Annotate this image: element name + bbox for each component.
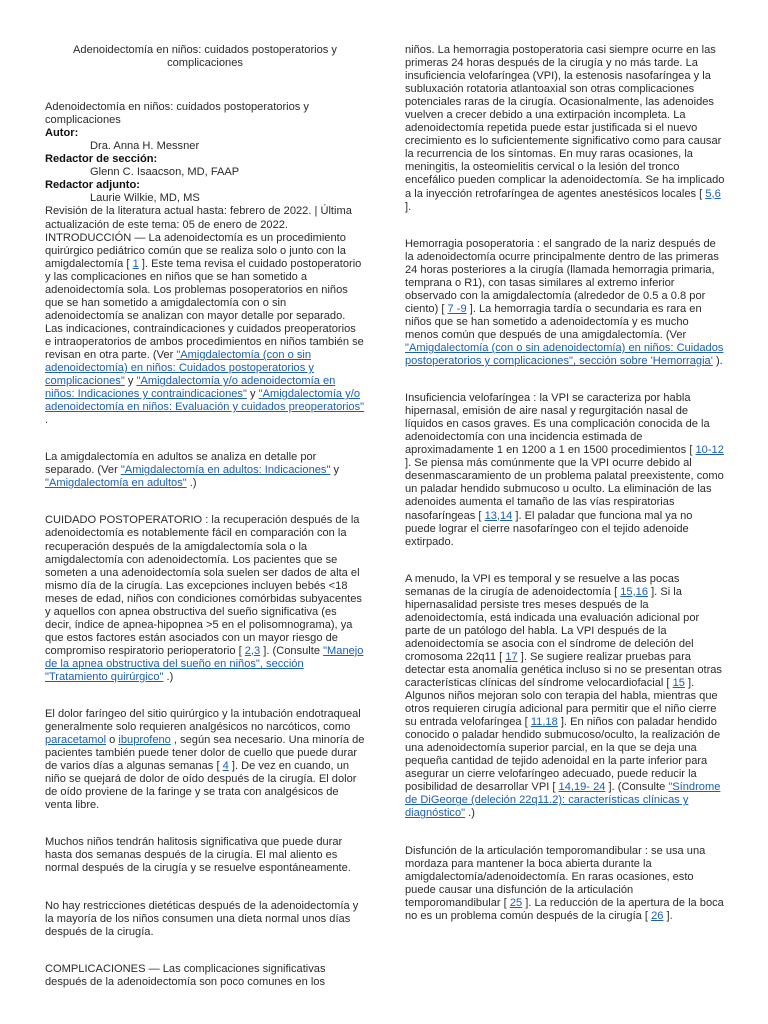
complications-paragraph-cont: niños. La hemorragia postoperatoria casi siempre ocurre en las primeras 24 horas después de la cirugía y no más tarde. La insuficiencia velofaríngea (VPI), la estenosis nasofaríngea y la subluxación rotatoria atlantoaxial son otras complicaciones potenciales raras de la cirugía. Ocasionalmente, las adenoides vuelven a crecer debido a una extirpación incompleta. La adenoidectomía repetida puede estar justificada si el nuevo crecimiento es lo suficientemente significativo como para causar la recurrencia de los síntomas. En muy raras ocasiones, la meningitis, la osteomielitis cervical o la lesión del tronco encefálico pueden complicar la adenoidectomía. Se ha implicado a la inyección retrofaríngea de agentes anestésicos locales [ 5,6 ]. bbox=[405, 44, 725, 213]
topic-link[interactable]: "Amigdalectomía (con o sin adenoidectomía) en niños: Cuidados postoperatorios y complicaciones" bbox=[45, 348, 314, 388]
complications-paragraph-start: COMPLICACIONES — Las complicaciones significativas después de la adenoidectomía son poco comunes en los bbox=[45, 962, 326, 988]
tmj-paragraph: Disfunción de la articulación temporomandibular : se usa una mordaza para mantener la boca abierta durante la amigdalectomía/adenoidectomía. En raras ocasiones, esto puede causar una disfunción de la articulación temporomandibular [ 25 ]. La reducción de la apertura de la boca no es un problema común después de la cirugía [ 26 ]. bbox=[405, 844, 724, 922]
reference-link[interactable]: 5,6 bbox=[705, 187, 721, 200]
intro-heading: INTRODUCCIÓN bbox=[45, 231, 132, 244]
author-label: Autor: bbox=[45, 127, 79, 140]
topic-link[interactable]: "Síndrome de DiGeorge (deleción 22q11.2): características clínicas y diagnóstico" bbox=[405, 781, 721, 820]
vpi-heading: Insuficiencia velofaríngea bbox=[405, 392, 531, 405]
reference-link[interactable]: 1 bbox=[132, 257, 139, 270]
review-date-text: Revisión de la literatura actual hasta: febrero de 2022. | Última actualización de este tema: 05 de enero de 2022. bbox=[45, 205, 352, 231]
complications-heading: COMPLICACIONES bbox=[45, 962, 146, 975]
page-title: Adenoidectomía en niños: cuidados postoperatorios y complicaciones bbox=[73, 44, 337, 70]
hemorrhage-heading: Hemorragia posoperatoria bbox=[405, 237, 534, 250]
topic-link[interactable]: "Manejo de la apnea obstructiva del sueño en niños", sección "Tratamiento quirúrgico" bbox=[45, 644, 364, 683]
postop-heading: CUIDADO POSTOPERATORIO bbox=[45, 514, 203, 527]
reference-link[interactable]: 14,19- 24 bbox=[558, 781, 606, 794]
vpi-paragraph: Insuficiencia velofaríngea : la VPI se caracteriza por habla hipernasal, emisión de aire nasal y regurgitación nasal de líquidos en casos graves. Es una complicación conocida de la adenoidectomía con una incidencia estimada de aproximadamente 1 en 1200 a 1 en 1500 procedimientos [ 10-12 ]. Se piensa más comúnmente que la VPI ocurre debido al desenmascaramiento de un problema palatal preexistente, como un paladar hendido submucoso u oculto. La eliminación de las adenoides aumenta el tamaño de las vías respiratorias nasofaríngeas [ 13,14 ]. El paladar que funciona mal ya no puede lograr el cierre nasofaríngeo con el tejido adenoide extirpado. bbox=[405, 392, 724, 548]
pain-paragraph: El dolor faríngeo del sitio quirúrgico y la intubación endotraqueal generalmente solo requieren analgésicos no narcóticos, como paracetamol o ibuprofeno , según sea necesario. Una minoría de pacientes también puede tener dolor de cuello que puede durar de varios días a algunas semanas [ 4 ]. De vez en cuando, un niño se quejará de dolor de oído después de la cirugía. El dolor de oído proviene de la faringe y se trata con analgésicos de venta libre. bbox=[45, 708, 365, 812]
deputy-editor-label: Redactor adjunto: bbox=[45, 179, 140, 192]
reference-link[interactable]: 4 bbox=[222, 760, 229, 773]
left-column bbox=[45, 0, 365, 989]
topic-link[interactable]: "Amigdalectomía y/o adenoidectomía en niños: Indicaciones y contraindicaciones" bbox=[45, 375, 336, 401]
halitosis-paragraph: Muchos niños tendrán halitosis significativa que puede durar hasta dos semanas después de la cirugía. El mal aliento es normal después de la cirugía y se resuelve espontáneamente. bbox=[45, 836, 351, 875]
reference-link[interactable]: 2,3 bbox=[244, 644, 261, 657]
topic-link[interactable]: "Amigdalectomía en adultos" bbox=[45, 477, 187, 490]
intro-paragraph: INTRODUCCIÓN — La adenoidectomía es un procedimiento quirúrgico pediátrico común que se realiza solo o junto con la amigdalectomía [ 1 ]. Este tema revisa el cuidado postoperatorio y las complicaciones en niños que se han sometido a adenoidectomía sola. Los problemas posoperatorios en niños que se han sometido a amigdalectomía con o sin adenoidectomía se analizan con mayor detalle por separado. Las indicaciones, contraindicaciones y cuidados preoperatorios e intraoperatorios de ambos procedimientos en niños también se revisan en otra parte. (Ver "Amigdalectomía (con o sin adenoidectomía) en niños: Cuidados postoperatorios y complicaciones" y "Amigdalectomía y/o adenoidectomía en niños: Indicaciones y contraindicaciones" y "Amigdalectomía y/o adenoidectomía en niños: Evaluación y cuidados preoperatorios" . bbox=[45, 231, 365, 427]
postop-paragraph: CUIDADO POSTOPERATORIO : la recuperación después de la adenoidectomía es notablemente fácil en comparación con la recuperación después de la amigdalectomía sola o la amigdalectomía con adenoidectomía. Los pacientes que se someten a una adenoidectomía sola suelen ser dados de alta el mismo día de la cirugía. Las excepciones incluyen bebés <18 meses de edad, niños con condiciones comórbidas subyacentes y aquellos con apnea obstructiva del sueño significativa (es decir, índice de apnea-hipopnea >5 en el polisomnograma), ya que estos factores están asociados con un mayor riesgo de compromiso respiratorio perioperatorio [ 2,3 ]. (Consulte "Manejo de la apnea obstructiva del sueño en niños", sección "Tratamiento quirúrgico" .) bbox=[45, 514, 364, 683]
vpi-followup-paragraph: A menudo, la VPI es temporal y se resuelve a las pocas semanas de la cirugía de adenoidectomía [ 15,16 ]. Si la hipernasalidad persiste tres meses después de la adenoidectomía, está indicada una evaluación adicional por parte de un patólogo del habla. La VPI después de la adenoidectomía se asocia con el síndrome de deleción del cromosoma 22q11 [ 17 ]. Se sugiere realizar pruebas para detectar esta anomalía genética incluso si no se presentan otras características clínicas del síndrome velocardiofacial [ 15 ]. Algunos niños mejoran solo con terapia del habla, mientras que otros requieren cirugía adicional para permitir que el niño cierre su entrada velofaríngea [ 11,18 ]. En niños con paladar hendido conocido o paladar hendido submucoso/oculto, la realización de una adenoidectomía superior parcial, en la que se deja una pequeña cantidad de tejido adenoidal en la parte inferior para asegurar un cierre velofaríngeo adecuado, puede reducir la posibilidad de desarrollar VPI [ 14,19- 24 ]. (Consulte "Síndrome de DiGeorge (deleción 22q11.2): características clínicas y diagnóstico" .) bbox=[405, 572, 722, 820]
reference-link[interactable]: 26 bbox=[651, 909, 664, 922]
topic-link[interactable]: "Amigdalectomía (con o sin adenoidectomía) en niños: Cuidados postoperatorios y complicaciones", sección sobre 'Hemorragia' bbox=[405, 341, 724, 368]
adults-paragraph: La amigdalectomía en adultos se analiza en detalle por separado. (Ver "Amigdalectomía en adultos: Indicaciones" y "Amigdalectomía en adultos" .) bbox=[45, 451, 340, 490]
drug-link[interactable]: paracetamol bbox=[45, 734, 107, 747]
tmj-heading: Disfunción de la articulación temporomandibular bbox=[405, 844, 642, 857]
topic-link[interactable]: "Amigdalectomía en adultos: Indicaciones" bbox=[120, 464, 331, 477]
reference-link[interactable]: 13,14 bbox=[484, 509, 513, 522]
author-name: Dra. Anna H. Messner bbox=[90, 140, 200, 153]
hemorrhage-paragraph: Hemorragia posoperatoria : el sangrado de la nariz después de la adenoidectomía ocurre principalmente dentro de las primeras 24 horas posteriores a la cirugía (llamada hemorragia primaria, temprana o R1), con tasas similares al extremo inferior observado con la amigdalectomía (alrededor de 0.5 a 0.8 por ciento) [ 7 -9 ]. La hemorragia tardía o secundaria es rara en niños que se han sometido a adenoidectomía y es mucho menos común que después de una amigdalectomía. (Ver "Amigdalectomía (con o sin adenoidectomía) en niños: Cuidados postoperatorios y complicaciones", sección sobre 'Hemorragia' ). bbox=[405, 237, 724, 368]
topic-link[interactable]: "Amigdalectomía y/o adenoidectomía en niños: Evaluación y cuidados preoperatorios" bbox=[45, 388, 365, 414]
article-subtitle: Adenoidectomía en niños: cuidados postoperatorios y complicaciones bbox=[45, 101, 309, 127]
right-column bbox=[405, 0, 725, 923]
deputy-editor-name: Laurie Wilkie, MD, MS bbox=[90, 192, 200, 205]
reference-link[interactable]: 25 bbox=[509, 896, 523, 909]
section-editor-name: Glenn C. Isaacson, MD, FAAP bbox=[90, 166, 240, 179]
reference-link[interactable]: 11,18 bbox=[530, 716, 558, 729]
reference-link[interactable]: 7 -9 bbox=[447, 302, 467, 315]
section-editor-label: Redactor de sección: bbox=[45, 153, 158, 166]
reference-link[interactable]: 17 bbox=[505, 650, 518, 663]
drug-link[interactable]: ibuprofeno bbox=[118, 734, 171, 747]
reference-link[interactable]: 15 bbox=[672, 677, 685, 690]
diet-paragraph: No hay restricciones dietéticas después de la adenoidectomía y la mayoría de los niños consumen una dieta normal unos días después de la cirugía. bbox=[45, 899, 359, 938]
reference-link[interactable]: 15,16 bbox=[620, 585, 648, 598]
reference-link[interactable]: 10-12 bbox=[695, 444, 724, 457]
